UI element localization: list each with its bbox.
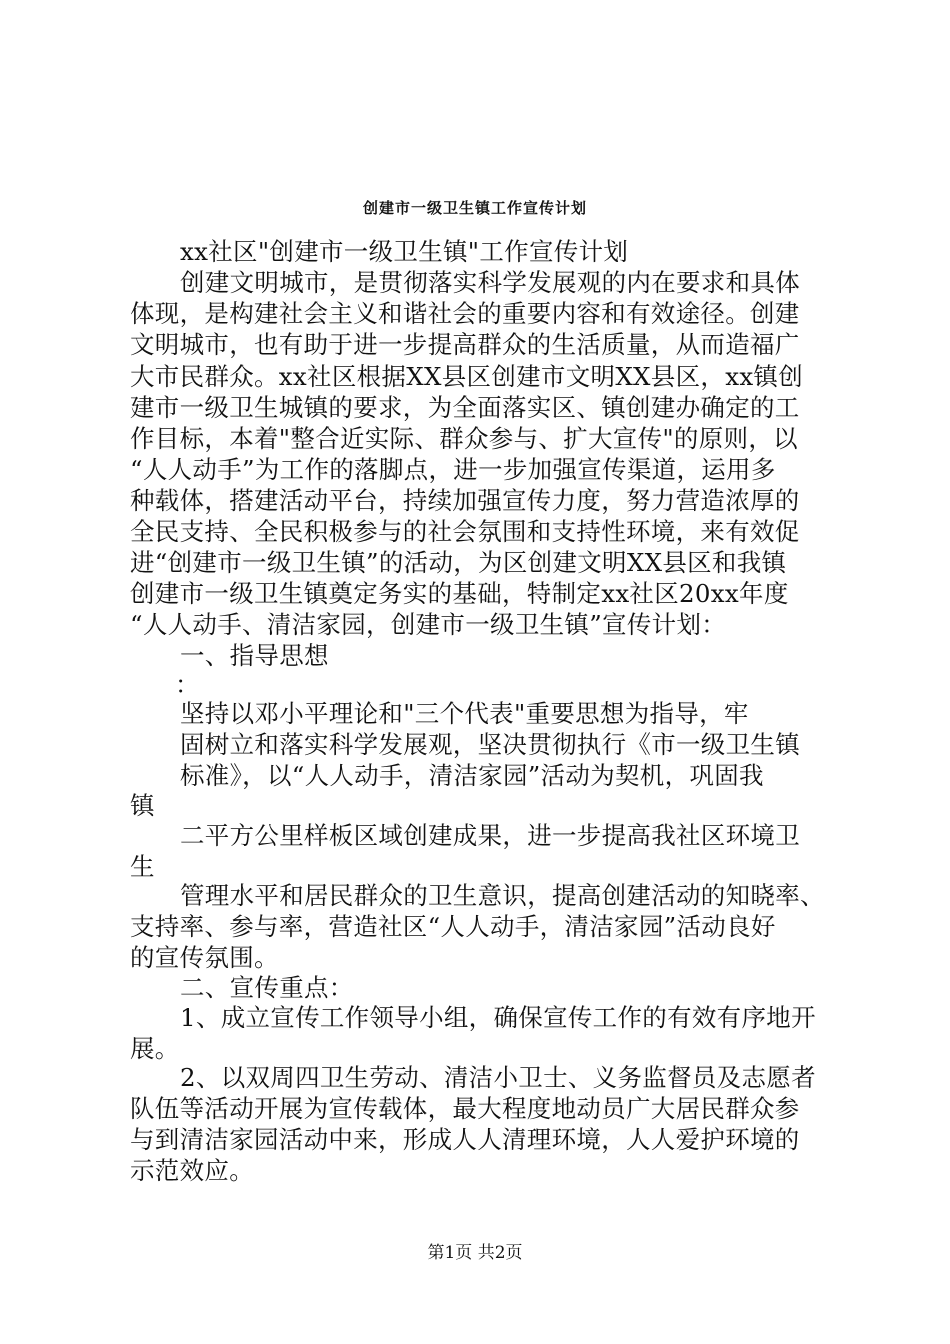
paragraph-line: 建市一级卫生城镇的要求，为全面落实区、镇创建办确定的工 xyxy=(130,393,800,422)
section-heading: 一、指导思想 xyxy=(180,641,329,670)
paragraph-line: 全民支持、全民积极参与的社会氛围和支持性环境，来有效促 xyxy=(130,517,800,546)
paragraph-line: 管理水平和居民群众的卫生意识，提高创建活动的知晓率、 xyxy=(180,881,825,910)
page-number-footer: 第1页 共2页 xyxy=(427,1243,523,1263)
paragraph-line: 生 xyxy=(130,852,155,881)
paragraph-line: 创建市一级卫生镇奠定务实的基础，特制定xx社区20xx年度 xyxy=(130,579,789,608)
paragraph-line: 与到清洁家园活动中来，形成人人清理环境，人人爱护环境的 xyxy=(130,1125,800,1154)
paragraph-line: 支持率、参与率，营造社区“人人动手，清洁家园”活动良好 xyxy=(130,912,776,941)
document-title: 创建市一级卫生镇工作宣传计划 xyxy=(362,199,587,217)
paragraph-line: 坚持以邓小平理论和"三个代表"重要思想为指导，牢 xyxy=(180,699,749,728)
paragraph-line: 镇 xyxy=(130,791,155,820)
paragraph-line: 二平方公里样板区域创建成果，进一步提高我社区环境卫 xyxy=(180,821,800,850)
paragraph-line: 种载体，搭建活动平台，持续加强宣传力度，努力营造浓厚的 xyxy=(130,486,800,515)
paragraph-line: 示范效应。 xyxy=(130,1156,254,1185)
paragraph-line: 体现，是构建社会主义和谐社会的重要内容和有效途径。创建 xyxy=(130,299,800,328)
subtitle-line: xx社区"创建市一级卫生镇"工作宣传计划 xyxy=(180,237,629,266)
paragraph-line: 1、成立宣传工作领导小组，确保宣传工作的有效有序地开 xyxy=(180,1003,816,1032)
paragraph-line: 展。 xyxy=(130,1034,180,1063)
section-heading: 二、宣传重点： xyxy=(180,973,354,1002)
paragraph-line: 的宣传氛围。 xyxy=(130,943,279,972)
paragraph-line: 标准》，以“人人动手，清洁家园”活动为契机，巩固我 xyxy=(180,761,764,790)
paragraph-line: 文明城市，也有助于进一步提高群众的生活质量，从而造福广 xyxy=(130,330,800,359)
paragraph-line: ： xyxy=(175,670,200,699)
paragraph-line: “人人动手”为工作的落脚点，进一步加强宣传渠道，运用多 xyxy=(130,455,776,484)
paragraph-line: 进“创建市一级卫生镇”的活动，为区创建文明XX县区和我镇 xyxy=(130,548,787,577)
paragraph-line: “人人动手、清洁家园，创建市一级卫生镇”宣传计划： xyxy=(130,610,727,639)
paragraph-line: 固树立和落实科学发展观，坚决贯彻执行《市一级卫生镇 xyxy=(180,730,800,759)
paragraph-line: 大市民群众。xx社区根据XX县区创建市文明XX县区，xx镇创 xyxy=(130,362,804,391)
paragraph-line: 队伍等活动开展为宣传载体，最大程度地动员广大居民群众参 xyxy=(130,1094,800,1123)
paragraph-line: 创建文明城市，是贯彻落实科学发展观的内在要求和具体 xyxy=(180,268,800,297)
paragraph-line: 作目标，本着"整合近实际、群众参与、扩大宣传"的原则，以 xyxy=(130,424,798,453)
paragraph-line: 2、以双周四卫生劳动、清洁小卫士、义务监督员及志愿者 xyxy=(180,1063,816,1092)
